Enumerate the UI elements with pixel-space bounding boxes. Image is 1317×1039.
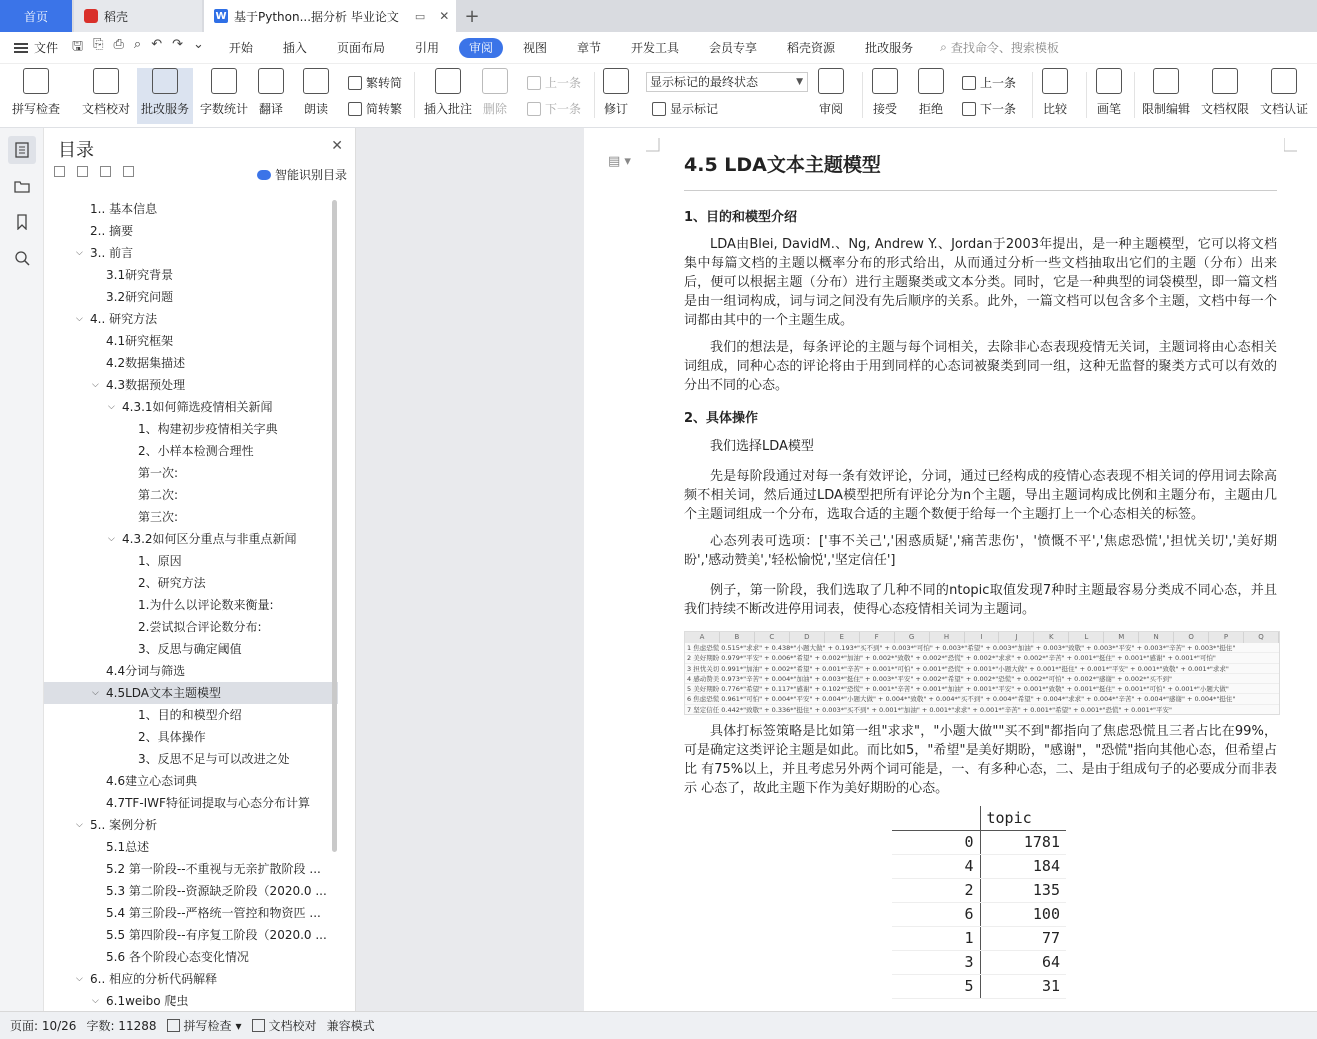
menu-item[interactable]: 页面布局 — [336, 40, 385, 55]
prev-change-icon — [962, 76, 976, 90]
toc-item-label: 1、构建初步疫情相关字典 — [138, 422, 278, 436]
toc-item-label: 3.. 前言 — [90, 246, 134, 260]
sheet-column-letter: C — [755, 632, 790, 643]
expand-up-icon[interactable] — [77, 166, 88, 177]
menu-item[interactable]: 审阅 — [459, 38, 503, 58]
toc-item-label: 3、反思与确定阈值 — [138, 642, 242, 656]
toc-item[interactable] — [44, 462, 338, 484]
table-row — [892, 950, 1066, 974]
title-divider — [684, 190, 1277, 191]
chevron-down-icon[interactable]: ⌵ — [92, 380, 99, 390]
table-value-cell: 135 — [980, 878, 1066, 902]
toc-item[interactable] — [44, 506, 338, 528]
table-index-cell: 3 — [892, 950, 980, 974]
spell-check-status-icon — [167, 1019, 180, 1032]
sheet-column-letter: L — [1069, 632, 1104, 643]
toc-item-label: 4.4分词与筛选 — [106, 664, 186, 678]
toc-item[interactable] — [44, 594, 338, 616]
toc-item-label: 第一次: — [138, 466, 179, 480]
markup-state-select[interactable]: 显示标记的最终状态 ▼ — [646, 72, 808, 92]
paragraph-3: 我们选择LDA模型 — [710, 439, 814, 454]
toc-item-label: 5.6 各个阶段心态变化情况 — [106, 950, 249, 964]
spell-check-icon — [23, 68, 49, 94]
table-index-cell: 5 — [892, 974, 980, 998]
chevron-down-icon[interactable]: ⌵ — [76, 974, 83, 984]
toc-item[interactable] — [44, 902, 338, 924]
toc-item-label: 1.. 基本信息 — [90, 202, 158, 216]
toc-title: 目录 — [58, 140, 94, 161]
paragraph-4: 先是每阶段通过对每一条有效评论，分词，通过已经构成的疫情心态表现不相关词的停用词去除高频不相关词，然后通过LDA模型把所有评论分为n个主题，导出主题词构成比例和主题分布，主题由几个主题词组成一个分布，选取合适的主题个数便于给每一个主题打上一个心态相关的标签。 — [684, 469, 1277, 522]
toc-item-label: 3、反思不足与可以改进之处 — [138, 752, 290, 766]
menu-item[interactable]: 批改服务 — [865, 40, 914, 55]
table-value-cell: 184 — [980, 854, 1066, 878]
word-count-indicator[interactable]: 字数: 11288 — [86, 1019, 157, 1033]
toc-item-label: 5.. 案例分析 — [90, 818, 158, 832]
table-row — [892, 830, 1066, 854]
toc-item-label: 4.3数据预处理 — [106, 378, 186, 392]
toc-item[interactable] — [44, 374, 338, 396]
toc-item[interactable] — [44, 220, 338, 242]
to-simplified-icon — [348, 76, 362, 90]
table-value-cell: 100 — [980, 902, 1066, 926]
print-icon[interactable]: ⎙ — [113, 36, 124, 52]
table-row — [892, 974, 1066, 998]
pen-icon — [1096, 68, 1122, 94]
paragraph-1: LDA由Blei, DavidM.、Ng, Andrew Y.、Jordan于2003年提出，是一种主题模型，它可以将文档集中每篇文档的主题以概率分布的形式给出，从而通过分析一些文档抽取出它们的主题（分布）出来后，便可以根据主题（分布）进行主题聚类或文本分类。同时，它是一种典型的词袋模型，即一篇文档是由一组词构成，词与词之间没有先后顺序的关系。此外，一篇文档可以包含多个主题，文档中每一个词都由其中的一个主题生成。 — [684, 237, 1277, 328]
next-change-button[interactable]: 下一条 — [962, 100, 1016, 117]
insert-comment-button[interactable]: 插入批注 — [424, 68, 472, 117]
ribbon-divider — [594, 72, 595, 118]
toc-item-label: 4.3.2如何区分重点与非重点新闻 — [122, 532, 297, 546]
close-icon[interactable]: ✕ — [331, 138, 343, 154]
toc-item-label: 4.3.1如何筛选疫情相关新闻 — [122, 400, 273, 414]
subheading-ops: 2、具体操作 — [684, 411, 759, 426]
toc-item[interactable] — [44, 814, 338, 836]
toc-item-label: 4.7TF-IWF特征词提取与心态分布计算 — [106, 796, 310, 810]
compare-button[interactable]: 比较 — [1042, 68, 1068, 117]
sheet-column-letter: J — [999, 632, 1034, 643]
collapse-icon[interactable] — [54, 166, 65, 177]
document-page — [584, 128, 1317, 1011]
next-change-icon — [962, 102, 976, 116]
read-aloud-icon — [303, 68, 329, 94]
hamburger-icon[interactable] — [14, 41, 28, 55]
document-certify-button[interactable]: 文档认证 — [1260, 68, 1308, 117]
sheet-column-letter: N — [1139, 632, 1174, 643]
ribbon-divider — [1086, 72, 1087, 118]
tab-daoke[interactable] — [74, 0, 202, 32]
save-icon[interactable]: 🖫 — [72, 38, 84, 54]
toc-item[interactable] — [44, 682, 338, 704]
toc-panel — [44, 128, 356, 1011]
accept-button[interactable]: 接受 — [872, 68, 898, 117]
toc-item[interactable] — [44, 748, 338, 770]
translate-icon — [258, 68, 284, 94]
chevron-down-icon[interactable]: ⌵ — [92, 688, 99, 698]
sheet-column-letter: K — [1034, 632, 1069, 643]
document-area — [356, 128, 1317, 1011]
toc-item-label: 4.1研究框架 — [106, 334, 174, 348]
tab-document[interactable] — [204, 0, 456, 32]
table-column-header: topic — [980, 806, 1066, 830]
command-search-label: 查找命令、搜索模板 — [950, 41, 1059, 55]
new-tab-button[interactable]: + — [464, 5, 480, 27]
correction-service-icon — [152, 68, 178, 94]
toc-item[interactable] — [44, 770, 338, 792]
sheet-column-letter: H — [930, 632, 965, 643]
toc-item-label: 第二次: — [138, 488, 179, 502]
toc-item[interactable] — [44, 968, 338, 990]
toc-item[interactable] — [44, 880, 338, 902]
lock-icon — [1153, 68, 1179, 94]
toc-item-label: 5.2 第一阶段--不重视与无亲扩散阶段 ... — [106, 862, 321, 876]
sheet-row: 2 美好期盼 0.979*"平安" + 0.006*"希望" + 0.002*"加油" + 0.002*"致敬" + 0.002*"恐慌" + 0.002*"求求" + 0.002*"辛苦" + 0.001*"挺住" + 0.001*"感谢" + 0.001*"可怕" — [685, 653, 1279, 663]
delete-comment-icon — [482, 68, 508, 94]
redo-icon[interactable]: ↷ — [172, 36, 183, 52]
sheet-column-header — [685, 632, 1279, 643]
permission-icon — [1212, 68, 1238, 94]
toc-item-label: 4.2数据集描述 — [106, 356, 186, 370]
toc-item-label: 2.尝试拟合评论数分布: — [138, 620, 262, 634]
sheet-row: 1 焦虑恐慌 0.515*"求求" + 0.438*"小题大做" + 0.193*"买不到" + 0.003*"可怕" + 0.003*"希望" + 0.003*"加油" + 0.003*"致敬" + 0.003*"平安" + 0.003*"辛苦" + 0.003*"挺住" — [685, 643, 1279, 653]
toc-item[interactable] — [44, 726, 338, 748]
sheet-rows — [685, 643, 1279, 715]
toc-item-label: 6.1weibo 爬虫 — [106, 994, 189, 1008]
section-title: 4.5 LDA文本主题模型 — [684, 154, 881, 176]
writer-logo-icon: W — [215, 10, 227, 22]
toc-item[interactable] — [44, 924, 338, 946]
chevron-down-icon[interactable]: ⌵ — [76, 248, 83, 258]
word-count-icon — [211, 68, 237, 94]
track-changes-button[interactable]: 修订 — [603, 68, 629, 117]
tab-bar — [0, 0, 1317, 32]
toc-icon — [14, 142, 30, 158]
chevron-down-icon[interactable]: ⌵ — [108, 534, 115, 544]
table-index-cell: 2 — [892, 878, 980, 902]
toc-item-label: 4.5LDA文本主题模型 — [106, 686, 222, 700]
toc-item-label: 2、研究方法 — [138, 576, 206, 590]
chevron-down-icon[interactable]: ⌵ — [108, 402, 115, 412]
subheading-intro: 1、目的和模型介绍 — [684, 210, 798, 225]
toc-item[interactable] — [44, 330, 338, 352]
sheet-column-letter: D — [790, 632, 825, 643]
menu-item[interactable]: 稻壳资源 — [787, 40, 836, 55]
export-icon[interactable]: ⎘ — [93, 36, 104, 52]
page-corner-icon — [1284, 138, 1298, 152]
toc-item-label: 5.4 第三阶段--严格统一管控和物资匹 ... — [106, 906, 321, 920]
toc-item-label: 5.3 第二阶段--资源缺乏阶段（2020.0 ... — [106, 884, 327, 898]
remove-icon[interactable] — [123, 166, 134, 177]
proofread-status[interactable]: 文档校对 — [252, 1017, 317, 1034]
toc-item-label: 1、原因 — [138, 554, 182, 568]
table-body — [892, 830, 1066, 998]
command-search[interactable] — [940, 39, 1059, 56]
table-index-cell: 4 — [892, 854, 980, 878]
more-icon[interactable]: ⌄ — [193, 36, 204, 52]
insert-comment-icon — [435, 68, 461, 94]
chevron-down-icon[interactable]: ⌵ — [76, 820, 83, 830]
close-tab-icon[interactable]: ✕ — [439, 9, 450, 23]
table-value-cell: 77 — [980, 926, 1066, 950]
search-icon: ⌕ — [940, 40, 947, 54]
sheet-column-letter: G — [895, 632, 930, 643]
next-comment-icon — [527, 102, 541, 116]
toc-scrollbar[interactable] — [332, 200, 337, 852]
page-indicator[interactable]: 页面: 10/26 — [10, 1019, 77, 1033]
toc-item[interactable] — [44, 264, 338, 286]
pen-button[interactable]: 画笔 — [1096, 68, 1122, 117]
table-row — [892, 854, 1066, 878]
table-row — [892, 902, 1066, 926]
toc-item[interactable] — [44, 440, 338, 462]
page-menu-icon[interactable]: ▤ ▾ — [608, 154, 631, 169]
chevron-down-icon[interactable]: ⌵ — [76, 314, 83, 324]
to-simplified-button[interactable]: 繁转简 — [348, 74, 402, 91]
toc-item-label: 1、目的和模型介绍 — [138, 708, 242, 722]
toc-item[interactable] — [44, 198, 338, 220]
left-rail — [0, 128, 44, 1011]
bookmark-icon — [14, 214, 30, 230]
toc-item[interactable] — [44, 352, 338, 374]
sheet-row: 7 坚定信任 0.442*"致敬" + 0.336*"挺住" + 0.003*"买不到" + 0.001*"加油" + 0.001*"求求" + 0.001*"辛苦" + 0.001*"希望" + 0.001*"恐慌" + 0.001*"平安" — [685, 705, 1279, 715]
toc-rail-button[interactable] — [8, 136, 36, 164]
sections-rail-button[interactable] — [8, 172, 36, 200]
toc-item[interactable] — [44, 286, 338, 308]
sheet-column-letter: O — [1174, 632, 1209, 643]
page-corner-icon — [646, 138, 660, 152]
toc-item-label: 5.5 第四阶段--有序复工阶段（2020.0 ... — [106, 928, 327, 942]
read-aloud-button[interactable]: 朗读 — [303, 68, 329, 117]
toc-item[interactable] — [44, 308, 338, 330]
status-bar — [0, 1011, 1317, 1039]
smart-toc-button[interactable]: 智能识别目录 — [257, 166, 347, 183]
menu-item[interactable]: 引用 — [414, 40, 439, 55]
menu-item[interactable]: 开始 — [228, 40, 253, 55]
menu-items — [214, 38, 928, 58]
toc-item-label: 3.2研究问题 — [106, 290, 174, 304]
menu-bar — [0, 32, 1317, 64]
toc-item[interactable] — [44, 990, 338, 1012]
topic-count-table — [892, 806, 1066, 999]
search-icon — [14, 250, 30, 266]
show-markup-icon — [652, 102, 666, 116]
folder-icon — [14, 178, 30, 194]
spreadsheet-image — [684, 631, 1280, 715]
ribbon-divider — [1032, 72, 1033, 118]
table-index-cell: 1 — [892, 926, 980, 950]
track-changes-icon — [603, 68, 629, 94]
toc-item-label: 第三次: — [138, 510, 179, 524]
toc-item-label: 1.为什么以评论数来衡量: — [138, 598, 274, 612]
proofread-icon — [93, 68, 119, 94]
toc-item[interactable] — [44, 550, 338, 572]
toc-item[interactable] — [44, 704, 338, 726]
toc-item[interactable] — [44, 836, 338, 858]
restrict-editing-button[interactable]: 限制编辑 — [1142, 68, 1190, 117]
toc-item[interactable] — [44, 418, 338, 440]
toc-item-label: 2、小样本检测合理性 — [138, 444, 254, 458]
toc-list — [44, 198, 338, 1012]
to-traditional-icon — [348, 102, 362, 116]
toc-item[interactable] — [44, 946, 338, 968]
table-header-row — [892, 806, 1066, 830]
sheet-column-letter: M — [1104, 632, 1139, 643]
word-count-button[interactable]: 字数统计 — [200, 68, 248, 117]
undo-icon[interactable]: ↶ — [151, 36, 163, 52]
chevron-down-icon: ▼ — [796, 77, 803, 87]
window-icon[interactable]: ▭ — [414, 9, 426, 23]
sheet-column-letter: Q — [1244, 632, 1279, 643]
toc-item[interactable] — [44, 858, 338, 880]
correction-service-button[interactable]: 批改服务 — [137, 68, 193, 124]
toc-item-label: 4.. 研究方法 — [90, 312, 158, 326]
accept-icon — [872, 68, 898, 94]
next-comment-button[interactable]: 下一条 — [527, 100, 581, 117]
toc-item[interactable] — [44, 396, 338, 418]
to-traditional-button[interactable]: 简转繁 — [348, 100, 402, 117]
table-value-cell: 1781 — [980, 830, 1066, 854]
certify-icon — [1271, 68, 1297, 94]
translate-button[interactable]: 翻译 — [258, 68, 284, 117]
table-row — [892, 878, 1066, 902]
chevron-down-icon: ▾ — [235, 1018, 242, 1033]
file-menu[interactable]: 文件 — [34, 41, 59, 55]
toc-item[interactable] — [44, 660, 338, 682]
preview-icon[interactable]: ⌕ — [133, 36, 142, 52]
reject-icon — [918, 68, 944, 94]
search-rail-button[interactable] — [8, 244, 36, 272]
toc-item-label: 3.1研究背景 — [106, 268, 174, 282]
sheet-column-letter: B — [720, 632, 755, 643]
prev-comment-button[interactable]: 上一条 — [527, 74, 581, 91]
ribbon-divider — [414, 72, 415, 118]
toc-item-label: 2、具体操作 — [138, 730, 206, 744]
tab-daoke-label: 稻壳 — [104, 9, 129, 24]
table-index-cell: 6 — [892, 902, 980, 926]
quick-access-toolbar — [72, 37, 204, 59]
add-icon[interactable] — [100, 166, 111, 177]
proofread-button[interactable]: 文档校对 — [82, 68, 130, 117]
prev-comment-icon — [527, 76, 541, 90]
sheet-column-letter: E — [825, 632, 860, 643]
chevron-down-icon[interactable]: ⌵ — [92, 996, 99, 1006]
ribbon-divider — [1134, 72, 1135, 118]
menu-item[interactable]: 插入 — [282, 40, 307, 55]
document-permission-button[interactable]: 文档权限 — [1201, 68, 1249, 117]
review-button[interactable]: 审阅 — [818, 68, 844, 117]
bookmark-rail-button[interactable] — [8, 208, 36, 236]
tab-document-label: 基于Python...据分析 毕业论文 — [234, 9, 399, 24]
ribbon-divider — [862, 72, 863, 118]
toc-item[interactable] — [44, 528, 338, 550]
menu-item[interactable]: 章节 — [577, 40, 602, 55]
review-icon — [818, 68, 844, 94]
compat-mode-indicator: 兼容模式 — [326, 1019, 375, 1033]
delete-comment-button[interactable]: 删除 — [482, 68, 508, 117]
ribbon — [0, 64, 1317, 128]
toc-item-label: 4.6建立心态词典 — [106, 774, 198, 788]
toc-item[interactable] — [44, 484, 338, 506]
tab-home-label: 首页 — [23, 9, 48, 24]
sheet-column-letter: P — [1209, 632, 1244, 643]
paragraph-5: 心态列表可选项：['事不关己','困惑质疑','痛苦悲伤'，'愤慨不平','焦虑恐慌','担忧关切','美好期盼','感动赞美','轻松愉悦','坚定信任'] — [684, 534, 1277, 568]
table-row — [892, 926, 1066, 950]
menu-item[interactable]: 开发工具 — [631, 40, 680, 55]
table-value-cell: 64 — [980, 950, 1066, 974]
toc-item-label: 5.1总述 — [106, 840, 150, 854]
menu-item[interactable]: 会员专享 — [709, 40, 758, 55]
toc-item[interactable] — [44, 616, 338, 638]
table-value-cell: 31 — [980, 974, 1066, 998]
reject-button[interactable]: 拒绝 — [918, 68, 944, 117]
sheet-column-letter: F — [860, 632, 895, 643]
sheet-column-letter: A — [685, 632, 720, 643]
paragraph-6: 例子，第一阶段，我们选取了几种不同的ntopic取值发现7种时主题最容易分类成不同心态，并且我们持续不断改进停用词表，使得心态疫情相关词为主题词。 — [684, 583, 1277, 617]
spell-check-button[interactable]: 拼写检查 — [12, 68, 60, 117]
sheet-column-letter: I — [965, 632, 1000, 643]
compare-icon — [1042, 68, 1068, 94]
spell-check-status[interactable]: 拼写检查 ▾ — [167, 1017, 242, 1034]
robot-icon — [257, 170, 271, 180]
table-index-cell: 0 — [892, 830, 980, 854]
sheet-row: 5 美好期盼 0.776*"希望" + 0.117*"感谢" + 0.102*"恐慌" + 0.001*"辛苦" + 0.001*"加油" + 0.001*"平安" + 0.001*"致敬" + 0.001*"挺住" + 0.001*"可怕" + 0.001*"小题大做" — [685, 684, 1279, 694]
show-markup-button[interactable]: 显示标记 — [652, 100, 718, 117]
paragraph-7: 具体打标签策略是比如第一组"求求"，"小题大做""买不到"都指向了焦虑恐慌且三者占比在99%，可是确定这类评论主题是如此。而比如5，"希望"是美好期盼，"感谢"，"恐慌"指向其他心态，但希望占比 有75%以上，并且考虑另外两个词可能是，一、有多种心态，二、是由于组成句子的必要成分而非表示 心态了，故此主题下作为美好期盼的心态。 — [684, 724, 1277, 796]
daoke-logo-icon — [84, 9, 98, 23]
prev-change-button[interactable]: 上一条 — [962, 74, 1016, 91]
toc-item[interactable] — [44, 792, 338, 814]
toc-item[interactable] — [44, 638, 338, 660]
sheet-row: 6 焦虑恐慌 0.961*"可怕" + 0.004*"平安" + 0.004*"小题大做" + 0.004*"致敬" + 0.004*"买不到" + 0.004*"希望" + 0.004*"求求" + 0.004*"辛苦" + 0.004*"感谢" + 0.004*"挺住" — [685, 694, 1279, 704]
toc-item[interactable] — [44, 242, 338, 264]
table-index-header — [892, 806, 980, 830]
toc-toolbar — [54, 166, 134, 177]
sheet-row: 3 担忧关切 0.991*"加油" + 0.002*"希望" + 0.001*"辛苦" + 0.001*"可怕" + 0.001*"恐慌" + 0.001*"小题大做" + 0.001*"挺住" + 0.001*"平安" + 0.001*"致敬" + 0.001*"求求" — [685, 664, 1279, 674]
menu-item[interactable]: 视图 — [522, 40, 547, 55]
toc-item[interactable] — [44, 572, 338, 594]
toc-item-label: 2.. 摘要 — [90, 224, 134, 238]
toc-item-label: 6.. 相应的分析代码解释 — [90, 972, 218, 986]
sheet-row: 4 感动赞美 0.973*"辛苦" + 0.004*"加油" + 0.003*"挺住" + 0.003*"平安" + 0.002*"希望" + 0.002*"恐慌" + 0.002*"可怕" + 0.002*"感谢" + 0.002*"买不到" — [685, 674, 1279, 684]
paragraph-2: 我们的想法是，每条评论的主题与每个词相关，去除非心态表现疫情无关词，主题词将由心态相关词组成，同种心态的评论将由于用到同样的心态词被聚类到同一组，这种无监督的聚类方式可以有效的分出不同的心态。 — [684, 340, 1277, 393]
tab-home[interactable] — [0, 0, 72, 32]
proofread-status-icon — [252, 1019, 265, 1032]
